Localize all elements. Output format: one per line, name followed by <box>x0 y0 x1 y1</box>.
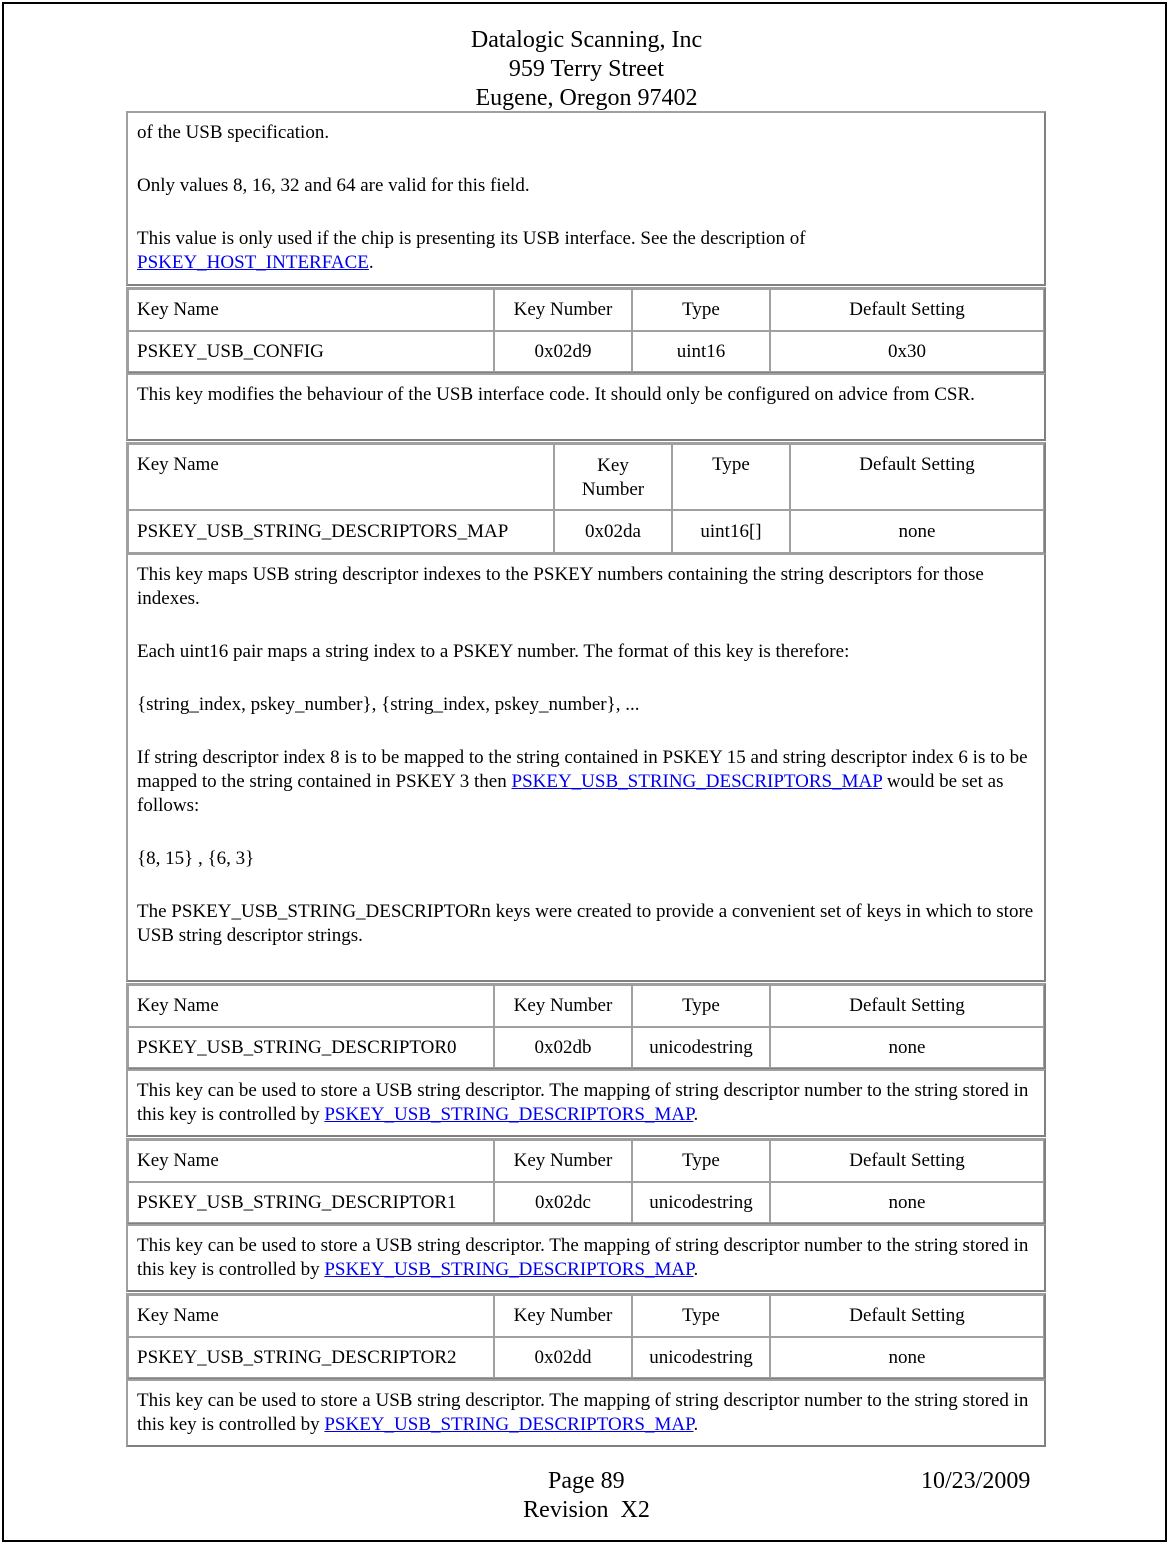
column-header-default: Default Setting <box>770 289 1044 331</box>
key-table-usb-string-descriptor1 <box>126 1138 1046 1225</box>
key-type: unicodestring <box>632 1337 770 1378</box>
key-name: PSKEY_USB_STRING_DESCRIPTOR1 <box>128 1182 494 1223</box>
company-city: Eugene, Oregon 97402 <box>475 85 698 111</box>
column-header-type: Type <box>632 289 770 331</box>
key-default: 0x30 <box>770 331 1044 372</box>
column-header-key-name: Key Name <box>128 985 494 1027</box>
column-header-default: Default Setting <box>770 1140 1044 1182</box>
key-table-usb-string-descriptor0 <box>126 983 1046 1070</box>
pskey-usb-string-descriptors-map-link[interactable]: PSKEY_USB_STRING_DESCRIPTORS_MAP <box>324 1104 694 1125</box>
key-description-usb-string-descriptor1: This key can be used to store a USB string descriptor. The mapping of string descriptor number to the string stored in this key is controlled by PSKEY_USB_STRING_DESCRIPTORS_MAP. <box>126 1224 1046 1292</box>
company-street: 959 Terry Street <box>508 56 665 82</box>
key-description-usb-string-descriptor0: This key can be used to store a USB string descriptor. The mapping of string descriptor number to the string stored in this key is controlled by PSKEY_USB_STRING_DESCRIPTORS_MAP. <box>126 1069 1046 1137</box>
column-header-key-number: Key Number <box>494 1140 632 1182</box>
column-header-key-name: Key Name <box>128 1140 494 1182</box>
column-header-key-name: Key Name <box>128 289 494 331</box>
key-number: 0x02da <box>554 510 672 553</box>
page-number: Page 89 <box>548 1468 625 1494</box>
column-header-type: Type <box>672 444 790 510</box>
revision: Revision X2 <box>523 1497 650 1523</box>
key-default: none <box>770 1027 1044 1068</box>
column-header-default: Default Setting <box>770 985 1044 1027</box>
column-header-key-number: Key Number <box>554 444 672 510</box>
pskey-usb-string-descriptors-map-link[interactable]: PSKEY_USB_STRING_DESCRIPTORS_MAP <box>324 1259 694 1280</box>
column-header-key-number: Key Number <box>494 985 632 1027</box>
column-header-key-name: Key Name <box>128 444 554 510</box>
key-type: uint16[] <box>672 510 790 553</box>
column-header-type: Type <box>632 985 770 1027</box>
key-number: 0x02db <box>494 1027 632 1068</box>
key-name: PSKEY_USB_STRING_DESCRIPTOR0 <box>128 1027 494 1068</box>
key-table-usb-string-descriptor2 <box>126 1293 1046 1380</box>
column-header-default: Default Setting <box>770 1295 1044 1337</box>
pskey-usb-string-descriptors-map-link[interactable]: PSKEY_USB_STRING_DESCRIPTORS_MAP <box>511 771 883 792</box>
key-number: 0x02dc <box>494 1182 632 1223</box>
key-default: none <box>790 510 1044 553</box>
key-type: uint16 <box>632 331 770 372</box>
key-default: none <box>770 1337 1044 1378</box>
column-header-default: Default Setting <box>790 444 1044 510</box>
key-type: unicodestring <box>632 1182 770 1223</box>
key-table-usb-string-descriptors-map <box>126 442 1046 555</box>
company-name: Datalogic Scanning, Inc <box>470 27 703 53</box>
key-name: PSKEY_USB_STRING_DESCRIPTORS_MAP <box>128 510 554 553</box>
key-name: PSKEY_USB_CONFIG <box>128 331 494 372</box>
key-description-usb-string-descriptor2: This key can be used to store a USB string descriptor. The mapping of string descriptor number to the string stored in this key is controlled by PSKEY_USB_STRING_DESCRIPTORS_MAP. <box>126 1379 1046 1447</box>
column-header-type: Type <box>632 1295 770 1337</box>
key-name: PSKEY_USB_STRING_DESCRIPTOR2 <box>128 1337 494 1378</box>
column-header-key-number: Key Number <box>494 289 632 331</box>
page-header <box>0 26 1173 113</box>
key-description-usb-config: This key modifies the behaviour of the USB interface code. It should only be configured on advice from CSR. <box>126 373 1046 441</box>
key-type: unicodestring <box>632 1027 770 1068</box>
key-number: 0x02dd <box>494 1337 632 1378</box>
intro-paragraph-1: of the USB specification. <box>137 122 330 143</box>
intro-paragraph-3: This value is only used if the chip is presenting its USB interface. See the description of PSKEY_HOST_INTERFACE. <box>137 228 806 273</box>
column-header-key-number: Key Number <box>494 1295 632 1337</box>
intro-paragraph-2: Only values 8, 16, 32 and 64 are valid for this field. <box>137 175 530 196</box>
key-description-usb-string-descriptors-map: This key maps USB string descriptor indexes to the PSKEY numbers containing the string descriptors for those indexes. Each uint16 pair maps a string index to a PSKEY number. The format of this key is therefore: {string_index, pskey_number}, {string_index, pskey_number}, ... If string descriptor index 8 is to be mapped to the string contained in PSKEY 15 and string descriptor index 6 is to be mapped to the string contained in PSKEY 3 then PSKEY_USB_STRING_DESCRIPTORS_MAP would be set as follows: {8, 15} , {6, 3} The PSKEY_USB_STRING_DESCRIPTORn keys were created to provide a convenient set of keys in which to store USB string descriptor strings. <box>126 553 1046 982</box>
key-table-usb-config <box>126 287 1046 374</box>
column-header-type: Type <box>632 1140 770 1182</box>
page-date: 10/23/2009 <box>921 1468 1031 1494</box>
pskey-host-interface-link[interactable]: PSKEY_HOST_INTERFACE <box>137 252 369 273</box>
intro-description <box>126 111 1046 286</box>
column-header-key-name: Key Name <box>128 1295 494 1337</box>
pskey-usb-string-descriptors-map-link[interactable]: PSKEY_USB_STRING_DESCRIPTORS_MAP <box>324 1414 694 1435</box>
key-default: none <box>770 1182 1044 1223</box>
key-number: 0x02d9 <box>494 331 632 372</box>
